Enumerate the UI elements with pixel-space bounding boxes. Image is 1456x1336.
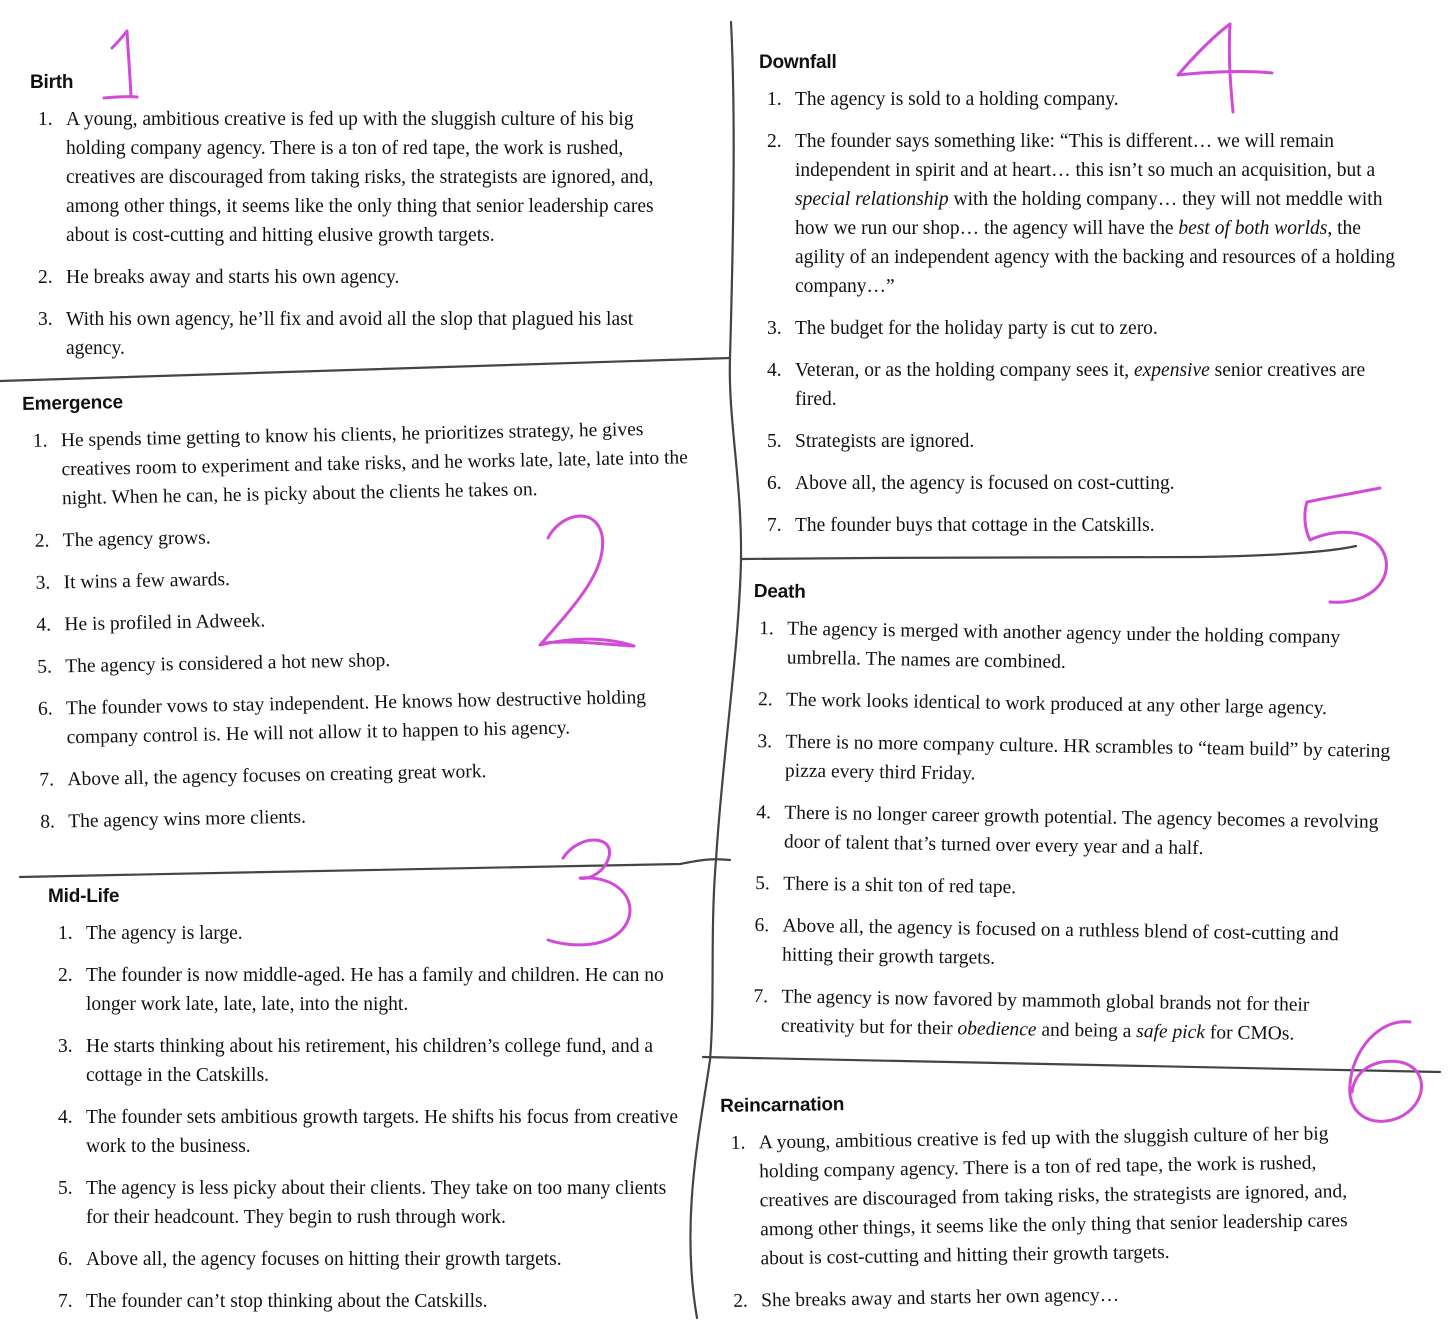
list-item: 3. The budget for the holiday party is cut to zero. [767, 318, 1158, 339]
list-item: 1. A young, ambitious creative is fed up with the sluggish culture of her big holding company agency. There is a ton of red tape, the work is rushed, creatives are discouraged from taking risks, the strategists are ignored, and, among other things, it seems like the only thing that senior leadership cares about is cost-cutting and hitting their growth targets. [730, 1123, 1348, 1270]
emergence-list [33, 414, 721, 837]
section-title-death: Death [753, 581, 806, 603]
list-item: 6. The founder vows to stay independent. He knows how destructive holding company control is. He will not allow it to happen to his agency. [37, 687, 647, 749]
list-item: 5. The agency is considered a hot new shop. [37, 649, 391, 678]
list-item: 7. The founder buys that cottage in the Catskills. [767, 515, 1155, 536]
list-item: 2. The work looks identical to work produced at any other large agency. [757, 689, 1328, 720]
list-item: 4. The founder sets ambitious growth targets. He shifts his focus from creative work to the business. [58, 1107, 679, 1157]
list-item: 4. There is no longer career growth potential. The agency becomes a revolving door of talent that’s turned over every year and a half. [756, 802, 1379, 860]
list-item: 7. Above all, the agency focuses on creating great work. [39, 761, 487, 791]
list-item: 7. The agency is now favored by mammoth global brands not for their creativity but for their obedience and being a safe pick for CMOs. [753, 986, 1310, 1045]
list-item: 6. Above all, the agency focuses on hitting their growth targets. [58, 1249, 562, 1270]
list-item: 1. He spends time getting to know his clients, he prioritizes strategy, he gives creatives room to experiment and take risks, and he works late, late, late into the night. When he can, he is picky about the clients he takes on. [32, 419, 689, 510]
list-item: 3. With his own agency, he’ll fix and avoid all the slop that plagued his last agency. [38, 309, 634, 359]
section-death [747, 581, 1394, 1063]
list-item: 2. He breaks away and starts his own agency. [38, 267, 400, 288]
list-item: 1. The agency is sold to a holding company. [767, 89, 1119, 110]
section-birth [30, 72, 690, 376]
list-item: 2. The founder is now middle-aged. He has a family and children. He can no longer work late, late, late, into the night. [58, 965, 664, 1015]
section-midlife [48, 886, 688, 1329]
list-item: 2. She breaks away and starts her own agency… [733, 1284, 1120, 1312]
list-item: 3. It wins a few awards. [35, 569, 231, 594]
downfall-list [767, 85, 1409, 540]
list-item: 7. The founder can’t stop thinking about the Catskills. [58, 1291, 488, 1312]
list-item: 3. There is no more company culture. HR scrambles to “team build” by catering pizza every third Friday. [757, 731, 1391, 785]
divider-emergence-midlife [20, 859, 730, 877]
list-item: 5. There is a shit ton of red tape. [755, 873, 1017, 899]
list-item: 2. The agency grows. [34, 527, 211, 552]
list-item: 1. A young, ambitious creative is fed up with the sluggish culture of his big holding company agency. There is a ton of red tape, the work is rushed, creatives are discouraged from taking risks, the strategists are ignored, and, among other things, it seems like the only thing that senior leadership cares about is cost-cutting and hitting elusive growth targets. [38, 109, 654, 246]
list-item: 5. The agency is less picky about their clients. They take on too many clients for their headcount. They begin to rush through work. [58, 1178, 667, 1228]
list-item: 4. He is profiled in Adweek. [36, 610, 266, 636]
death-list [753, 614, 1394, 1050]
list-item: 1. The agency is merged with another agency under the holding company umbrella. The names are combined. [759, 618, 1341, 673]
section-title-birth: Birth [30, 72, 74, 93]
section-title-reincarnation: Reincarnation [720, 1094, 845, 1117]
list-item: 1. The agency is large. [58, 923, 243, 944]
list-item: 4. Veteran, or as the holding company sees it, expensive senior creatives are fired. [767, 360, 1366, 410]
section-title-downfall: Downfall [759, 52, 837, 73]
list-item: 6. Above all, the agency is focused on a ruthless blend of cost-cutting and hitting their growth targets. [754, 915, 1339, 969]
section-reincarnation [720, 1086, 1364, 1329]
section-downfall [759, 52, 1409, 553]
reincarnation-list [731, 1119, 1364, 1316]
birth-list [38, 105, 690, 363]
section-title-midlife: Mid-Life [48, 886, 120, 907]
list-item: 8. The agency wins more clients. [40, 806, 307, 833]
list-item: 2. The founder says something like: “This is different… we will remain independent in spirit and at heart… this isn’t so much an acquisition, but a special relationship with the holding company… they will not meddle with how we run our shop… the agency will have the best of both worlds, the agility of an independent agency with the backing and resources of a holding company…” [767, 131, 1395, 297]
list-item: 5. Strategists are ignored. [767, 431, 975, 452]
section-emergence [22, 381, 721, 850]
section-title-emergence: Emergence [22, 392, 124, 415]
list-item: 3. He starts thinking about his retirement, his children’s college fund, and a cottage in the Catskills. [58, 1036, 653, 1086]
list-item: 6. Above all, the agency is focused on cost-cutting. [767, 473, 1175, 494]
midlife-list [58, 919, 688, 1316]
